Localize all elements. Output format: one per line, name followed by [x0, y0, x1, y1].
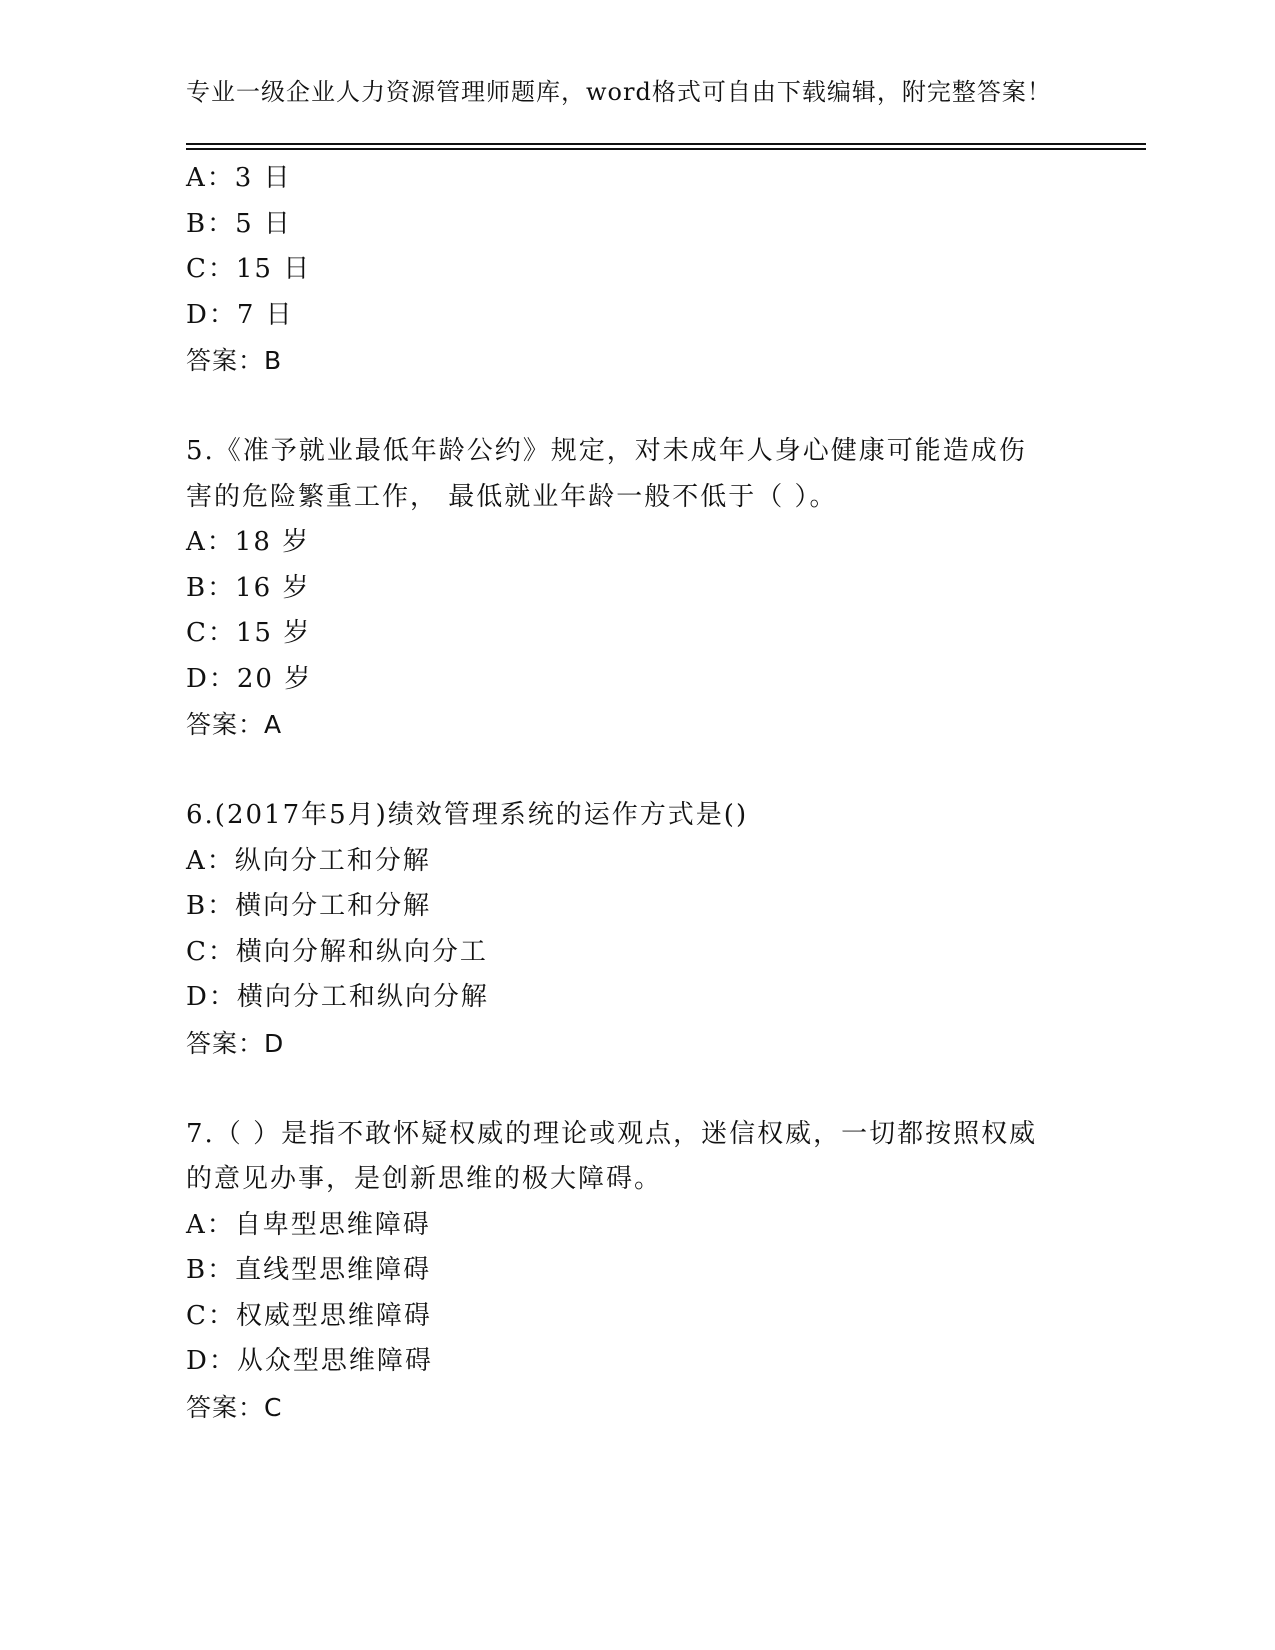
option-c: C：横向分解和纵向分工	[186, 936, 488, 967]
question-block-4	[186, 156, 1086, 384]
question-text: 害的危险繁重工作， 最低就业年龄一般不低于（ ）。	[186, 481, 838, 512]
option-a: A：自卑型思维障碍	[186, 1209, 431, 1240]
header-rule-bottom	[186, 148, 1146, 150]
block-spacer	[186, 748, 1086, 794]
document-header: 专业一级企业人力资源管理师题库，word格式可自由下载编辑，附完整答案！	[186, 78, 1052, 106]
option-c: C：15 岁	[186, 618, 312, 648]
option-b: B：16 岁	[186, 572, 311, 603]
question-text: 6.(2017年5月)绩效管理系统的运作方式是()	[186, 800, 749, 830]
option-d: D：20 岁	[186, 663, 313, 694]
answer: 答案：D	[186, 1028, 285, 1058]
answer: 答案：C	[186, 1392, 283, 1422]
option-c: C：权威型思维障碍	[186, 1300, 432, 1331]
option-d: D：从众型思维障碍	[186, 1346, 433, 1376]
answer: 答案：A	[186, 710, 283, 739]
question-block-6	[186, 793, 1086, 1066]
question-text: 5.《准予就业最低年龄公约》规定，对未成年人身心健康可能造成伤	[186, 436, 1027, 466]
answer: 答案：B	[186, 346, 283, 375]
option-d: D：横向分工和纵向分解	[186, 982, 489, 1012]
option-a: A：18 岁	[186, 527, 311, 557]
option-c: C：15 日	[186, 254, 312, 284]
option-a: A：纵向分工和分解	[186, 845, 431, 876]
option-a: A：3 日	[186, 163, 292, 193]
question-text: 7.（ ）是指不敢怀疑权威的理论或观点，迷信权威，一切都按照权威	[186, 1118, 1038, 1149]
question-block-5	[186, 429, 1086, 748]
question-block-7	[186, 1112, 1086, 1431]
header-rule-top	[186, 143, 1146, 145]
question-text: 的意见办事，是创新思维的极大障碍。	[186, 1164, 663, 1194]
block-spacer	[186, 384, 1086, 430]
option-d: D：7 日	[186, 299, 294, 330]
question-list	[186, 156, 1086, 1430]
block-spacer	[186, 1066, 1086, 1112]
option-b: B：直线型思维障碍	[186, 1255, 432, 1285]
option-b: B：横向分工和分解	[186, 891, 432, 921]
option-b: B：5 日	[186, 208, 292, 239]
